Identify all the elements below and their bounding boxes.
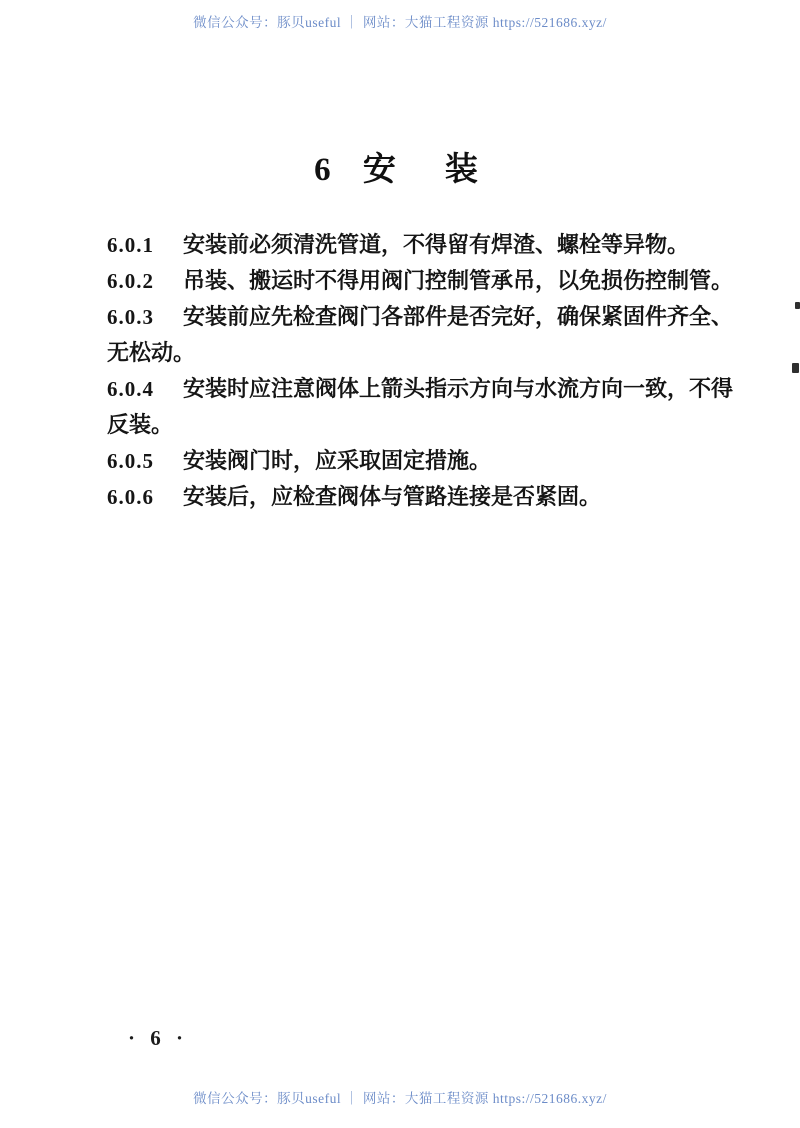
clause-number: 6.0.1 (107, 233, 154, 257)
clause-continuation: 无松动。 (107, 340, 196, 365)
clause-text: 安装前应先检查阀门各部件是否完好，确保紧固件齐全、 (183, 304, 734, 329)
clause-text: 吊装、搬运时不得用阀门控制管承吊，以免损伤控制管。 (183, 268, 734, 293)
section-number: 6 (314, 152, 331, 188)
clause-text: 安装阀门时，应采取固定措施。 (183, 448, 492, 473)
clause-text: 安装后，应检查阀体与管路连接是否紧固。 (183, 484, 602, 509)
footer-watermark: 微信公众号：豚贝useful ｜ 网站：大猫工程资源 https://521686.xyz/ (193, 1091, 607, 1106)
page-number: · 6 · (128, 1026, 189, 1050)
clause-list (107, 227, 767, 515)
clause (107, 299, 767, 371)
section-title-text: 安 装 (362, 152, 486, 188)
section-title (0, 148, 800, 192)
clause (107, 479, 767, 515)
clause (107, 443, 767, 479)
clause (107, 263, 767, 299)
scan-artifact (795, 302, 800, 309)
scan-artifact (792, 363, 799, 373)
clause-number: 6.0.4 (107, 377, 154, 401)
clause-continuation: 反装。 (107, 412, 174, 437)
clause-text: 安装时应注意阀体上箭头指示方向与水流方向一致，不得 (183, 376, 734, 401)
clause-text: 安装前必须清洗管道，不得留有焊渣、螺栓等异物。 (183, 232, 690, 257)
header-watermark: 微信公众号：豚贝useful ｜ 网站：大猫工程资源 https://521686.xyz/ (193, 15, 607, 30)
clause (107, 227, 767, 263)
clause-number: 6.0.6 (107, 485, 154, 509)
clause-number: 6.0.3 (107, 305, 154, 329)
clause (107, 371, 767, 443)
clause-number: 6.0.2 (107, 269, 154, 293)
clause-number: 6.0.5 (107, 449, 154, 473)
